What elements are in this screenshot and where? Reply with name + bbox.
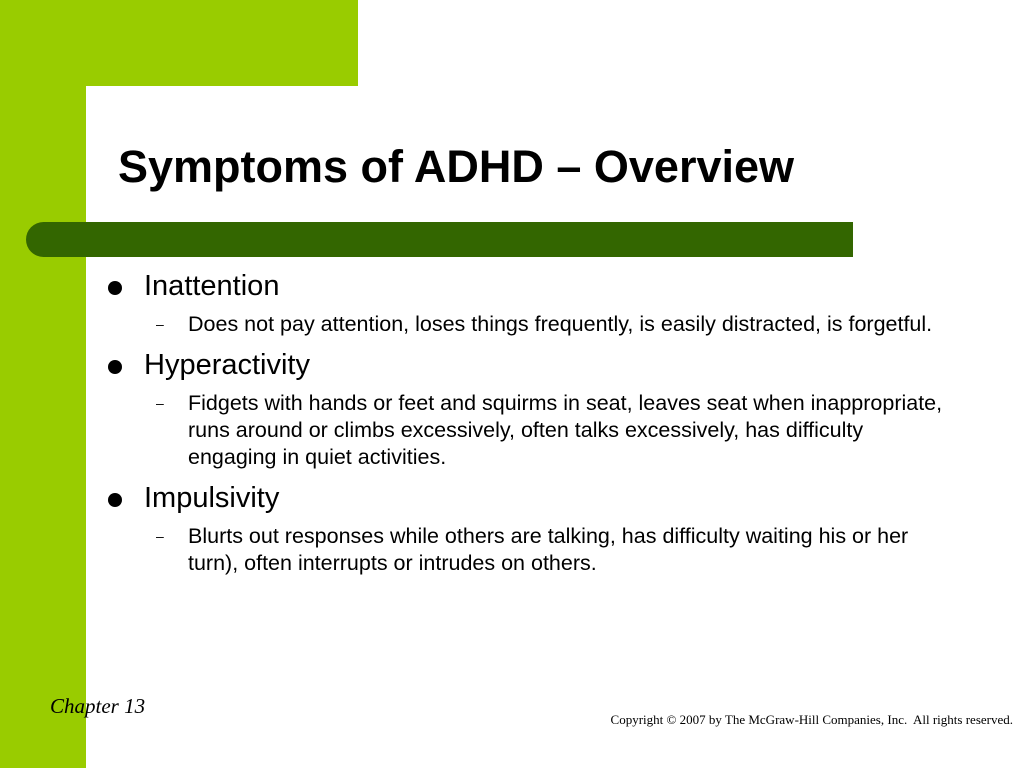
bullet-label: Hyperactivity	[144, 349, 310, 381]
dash-marker: –	[156, 395, 164, 411]
bullet-dot-icon	[108, 281, 122, 295]
sub-bullet-text: Does not pay attention, loses things frequently, is easily distracted, is forgetful.	[188, 312, 933, 336]
left-accent-band	[0, 0, 86, 768]
bullet-hyperactivity	[106, 347, 956, 383]
bullet-label: Inattention	[144, 270, 280, 302]
bullet-label: Impulsivity	[144, 482, 280, 514]
bullet-dot-icon	[108, 360, 122, 374]
bullet-impulsivity	[106, 480, 956, 516]
slide-title: Symptoms of ADHD – Overview	[118, 141, 795, 192]
content-corner	[86, 86, 146, 146]
sub-bullet-inattention	[106, 311, 956, 338]
footer-copyright: Copyright © 2007 by The McGraw-Hill Companies, Inc. All rights reserved.	[610, 712, 1013, 727]
sub-bullet-hyperactivity	[106, 390, 956, 471]
dash-marker: –	[156, 528, 164, 544]
bullet-dot-icon	[108, 493, 122, 507]
title-underline-bar	[26, 222, 853, 257]
dash-marker: –	[156, 316, 164, 332]
top-accent-band	[0, 0, 358, 86]
sub-bullet-text: Blurts out responses while others are talking, has difficulty waiting his or her turn), often interrupts or intrudes on others.	[188, 524, 909, 575]
bullet-inattention	[106, 268, 956, 304]
sub-bullet-impulsivity	[106, 523, 956, 577]
footer-chapter: Chapter 13	[50, 694, 146, 718]
slide-body	[106, 268, 956, 586]
sub-bullet-text: Fidgets with hands or feet and squirms in seat, leaves seat when inappropriate, runs around or climbs excessively, often talks excessively, has difficulty engaging in quiet activities.	[188, 391, 943, 469]
